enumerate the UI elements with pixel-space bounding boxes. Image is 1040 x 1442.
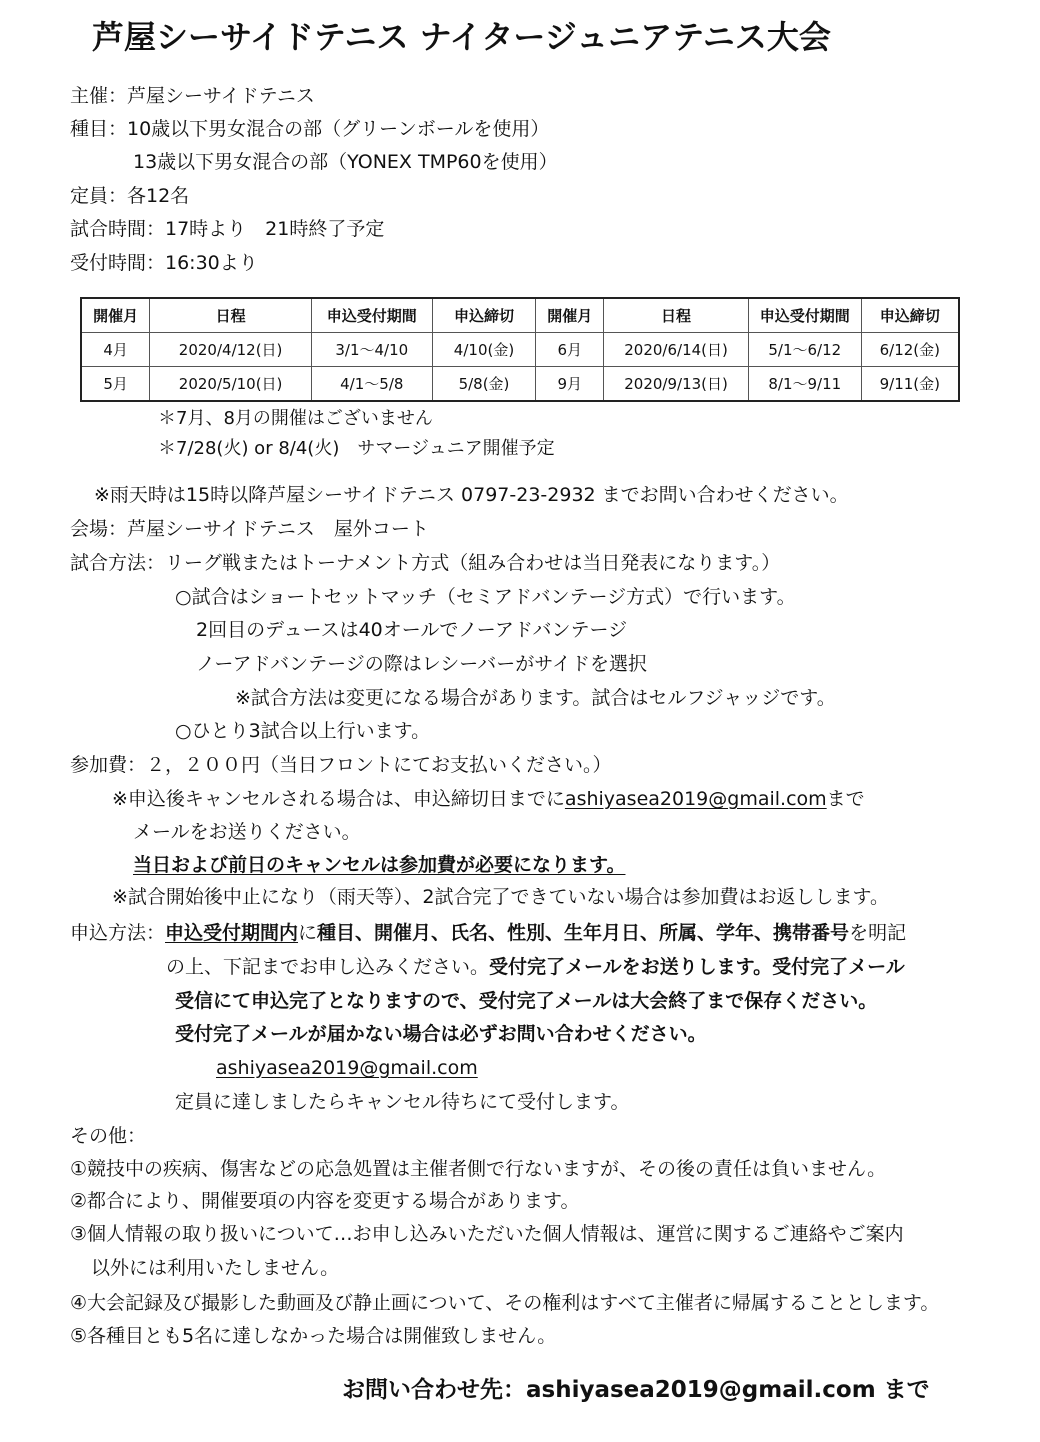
header-deadline: 申込締切: [432, 298, 536, 333]
rain-note: ※雨天時は15時以降芦屋シーサイドテニス 0797-23-2932 までお問い合わせください。: [94, 484, 849, 506]
application-confirmation: 受付完了メールをお送りします。受付完了メール: [489, 956, 905, 978]
match-method-line: ○ひとり3試合以上行います。: [175, 720, 431, 742]
match-method-line: ○試合はショートセットマッチ（セミアドバンテージ方式）で行います。: [175, 586, 796, 608]
table-cell: 6/12(金): [861, 333, 959, 367]
table-cell: 9月: [536, 367, 604, 402]
table-cell: 9/11(金): [861, 367, 959, 402]
note-no-july-august: ＊7月、8月の開催はございません: [158, 408, 433, 429]
event-category-1: 種目：10歳以下男女混合の部（グリーンボールを使用）: [70, 118, 550, 140]
match-method-line: ※試合方法は変更になる場合があります。試合はセルフジャッジです。: [235, 687, 836, 709]
application-label: 申込方法：: [70, 922, 166, 944]
event-category-2: 13歳以下男女混合の部（YONEX TMP60を使用）: [133, 151, 558, 173]
match-time: 試合時間：17時より 21時終了予定: [70, 218, 385, 240]
cancel-email-link[interactable]: ashiyasea2019@gmail.com: [564, 788, 827, 810]
table-cell: 2020/9/13(日): [604, 367, 749, 402]
table-cell: 5/1～6/12: [748, 333, 861, 367]
cancel-note: [112, 786, 865, 812]
organizer: 主催：芦屋シーサイドテニス: [70, 85, 315, 107]
table-cell: 2020/4/12(日): [150, 333, 312, 367]
note-summer-junior: ＊7/28(火) or 8/4(火) サマージュニア開催予定: [158, 438, 555, 459]
application-text: の上、下記までお申し込みください。: [166, 956, 490, 978]
application-items: 種目、開催月、氏名、性別、生年月日、所属、学年、携帯番号: [317, 922, 850, 944]
header-period: 申込受付期間: [748, 298, 861, 333]
table-cell: 2020/5/10(日): [150, 367, 312, 402]
application-text: に: [298, 922, 318, 944]
table-cell: 4月: [81, 333, 150, 367]
table-row: [81, 367, 959, 402]
table-cell: 8/1～9/11: [748, 367, 861, 402]
header-month: 開催月: [536, 298, 604, 333]
match-method-line: ノーアドバンテージの際はレシーバーがサイドを選択: [196, 653, 647, 675]
cancel-note-line: メールをお送りください。: [133, 821, 361, 843]
application-line: [166, 954, 905, 980]
application-email-link[interactable]: ashiyasea2019@gmail.com: [216, 1057, 478, 1079]
refund-note: ※試合開始後中止になり（雨天等）、2試合完了できていない場合は参加費はお返しします。: [112, 886, 889, 908]
other-heading: その他：: [70, 1125, 147, 1147]
match-method: 試合方法：リーグ戦またはトーナメント方式（組み合わせは当日発表になります。）: [70, 552, 781, 574]
application-line: 受付完了メールが届かない場合は必ずお問い合わせください。: [175, 1023, 707, 1045]
table-cell: 4/10(金): [432, 333, 536, 367]
application-line: 受信にて申込完了となりますので、受付完了メールは大会終了まで保存ください。: [175, 990, 878, 1012]
application-method: [70, 920, 906, 946]
header-month: 開催月: [81, 298, 150, 333]
cancel-fee-warning: 当日および前日のキャンセルは参加費が必要になります。: [133, 854, 626, 876]
table-cell: 5/8(金): [432, 367, 536, 402]
contact-info: お問い合わせ先：ashiyasea2019@gmail.com まで: [342, 1377, 930, 1403]
other-item: ①競技中の疾病、傷害などの応急処置は主催者側で行ないますが、その後の責任は負いません。: [70, 1158, 887, 1180]
entry-fee: 参加費：２，２００円（当日フロントにてお支払いください。）: [70, 754, 612, 776]
table-cell: 5月: [81, 367, 150, 402]
capacity: 定員：各12名: [70, 185, 190, 207]
table-row: [81, 333, 959, 367]
match-method-line: 2回目のデュースは40オールでノーアドバンテージ: [196, 619, 628, 641]
table-cell: 2020/6/14(日): [604, 333, 749, 367]
cancel-note-text: まで: [826, 788, 865, 810]
other-item: ⑤各種目とも5名に達しなかった場合は開催致しません。: [70, 1325, 557, 1347]
application-text: を明記: [849, 922, 907, 944]
header-date: 日程: [604, 298, 749, 333]
table-header-row: [81, 298, 959, 333]
header-date: 日程: [150, 298, 312, 333]
application-period: 申込受付期間内: [165, 922, 299, 944]
other-item: ④大会記録及び撮影した動画及び静止画について、その権利はすべて主催者に帰属することとします。: [70, 1292, 940, 1314]
table-cell: 3/1～4/10: [311, 333, 432, 367]
page-title: 芦屋シーサイドテニス ナイタージュニアテニス大会: [92, 18, 831, 56]
header-deadline: 申込締切: [861, 298, 959, 333]
venue: 会場：芦屋シーサイドテニス 屋外コート: [70, 518, 429, 540]
other-item: ③個人情報の取り扱いについて…お申し込みいただいた個人情報は、運営に関するご連絡やご案内: [70, 1223, 904, 1245]
other-item: 以外には利用いたしません。: [91, 1257, 340, 1279]
other-item: ②都合により、開催要項の内容を変更する場合があります。: [70, 1190, 580, 1212]
table-cell: 4/1～5/8: [311, 367, 432, 402]
reception-time: 受付時間：16:30より: [70, 252, 258, 274]
header-period: 申込受付期間: [311, 298, 432, 333]
cancel-note-text: ※申込後キャンセルされる場合は、申込締切日までに: [112, 788, 565, 810]
application-line: 定員に達しましたらキャンセル待ちにて受付します。: [175, 1091, 630, 1113]
table-cell: 6月: [536, 333, 604, 367]
schedule-table: [80, 297, 960, 402]
